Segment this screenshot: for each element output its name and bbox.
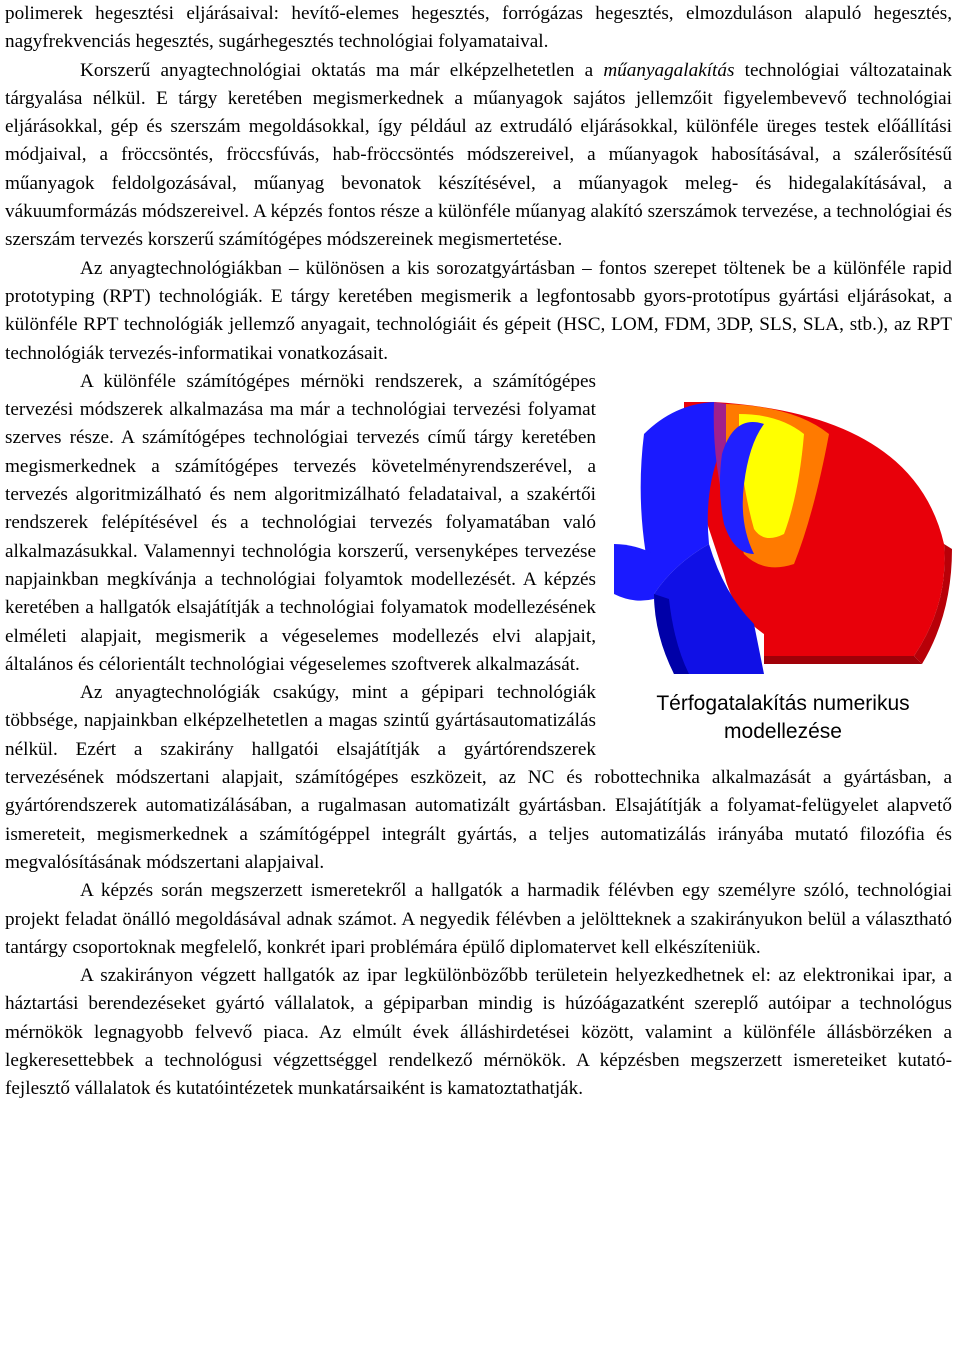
fem-blue-fin xyxy=(614,544,654,601)
document-body xyxy=(5,0,952,1104)
figure xyxy=(614,394,952,752)
paragraph: Az anyagtechnológiák csakúgy, mint a gépipari technológiák többsége, napjainkban elképzelhetetlen a magas szintű gyártásautomatizálás nélkül. Ezért a szakirány hallgatói elsajátítják a gyártórendszerek tervezésének módszertani alapjait, számítógépes eszközeit, az NC és robottechnika alkalmazását a gyártásban, a gyártórendszerek automatizálásában, a rugalmasan automatizált gyártásban. Elsajátítják a folyamat-felügyelet alapvető ismereteit, megismerkednek a számítógéppel integrált gyártás, a teljes automatizálás irányába mutató filozófia és megvalósításának módszertani alapjaival. xyxy=(5,682,952,873)
paragraph: A képzés során megszerzett ismeretekről a hallgatók a harmadik félévben egy személyre szóló, technológiai projekt feladat önálló megoldásával adnak számot. A negyedik félévben a jelöltteknek a szakirányukon belül a választható tantárgy csoportoknak megfelelő, konkrét ipari problémára épülő diplomatervet kell elkészíteniük. xyxy=(5,880,952,958)
paragraph-text: Korszerű anyagtechnológiai oktatás ma már elképzelhetetlen a xyxy=(80,59,604,81)
fem-simulation-image xyxy=(614,394,952,684)
figure-caption: Térfogatalakítás numerikus modellezése xyxy=(656,691,910,743)
paragraph xyxy=(5,57,952,255)
paragraph: A szakirányon végzett hallgatók az ipar legkülönbözőbb területein helyezkedhetnek el: az elektronikai ipar, a háztartási berendezéseket gyártó vállalatok, a gépiparban mindig is húzóágazatként szereplő autóipar a technológus mérnökök legnagyobb felvevő piaca. Az elmúlt évek álláshirdetései között, valamint a különféle állásbörzéken a legkeresettebbek a technológusi végzettséggel rendelkező mérnökök. A képzésben megszerzett ismereteiket kutató-fejlesztő vállalatok és kutatóintézetek munkatársaiként is kamatoztathatják. xyxy=(5,965,952,1100)
paragraph: polimerek hegesztési eljárásaival: hevítő-elemes hegesztés, forrógázas hegesztés, elmozduláson alapuló hegesztés, nagyfrekvenciás hegesztés, sugárhegesztés technológiai folyamataival. xyxy=(5,3,952,53)
paragraph: Az anyagtechnológiákban – különösen a kis sorozatgyártásban – fontos szerepet töltenek be a különféle rapid prototyping (RPT) technológiák. E tárgy keretében megismerik a legfontosabb gyors-prototípus gyártási eljárásokat, a különféle RPT technológiák jellemző anyagait, technológiáit és gépeit (HSC, LOM, FDM, 3DP, SLS, SLA, stb.), az RPT technológiák tervezés-informatikai vonatkozásait. xyxy=(5,257,952,364)
paragraph: A különféle számítógépes mérnöki rendszerek, a számítógépes tervezési módszerek alkalmazása ma már a technológiai tervezési folyamat szerves része. A számítógépes technológiai tervezés című tárgy keretében megismerkednek a számítógépes tervezés követelményrendszerével, a tervezés algoritmizálható és nem algoritmizálható feladataival, a szakértői rendszerek felépítésével és a technológiai tervezés folyamatában való alkalmazásukkal. Valamennyi technológia korszerű, versenyképes tervezése napjainkban megkívánja a technológiai folyamtok modellezését. A képzés keretében a hallgatók elsajátítják a technológiai folyamatok modellezésének elméleti alapjait, megismerik a végeselemes modellezés elvi alapjait, általános és célorientált technológiai végeselemes szoftverek alkalmazását. xyxy=(5,370,596,675)
fem-bottom-ring xyxy=(764,656,922,664)
paragraph-text: technológiai változatainak tárgyalása nélkül. E tárgy keretében megismerkednek a műanyagok sajátos jellemzőit figyelembevevő technológiai eljárásokkal, gép és szerszám megoldásokkal, így például az extrudáló eljárásokkal, különféle üreges testek előállítási módjaival, a fröccsöntés, fröccsfúvás, hab-fröccsöntés módszereivel, a műanyagok habosításával, a szálerősítésű műanyagok feldolgozásával, műanyag bevonatok készítésével, a műanyagok meleg- és hidegalakításával, a vákuumformázás módszereivel. A képzés fontos része a különféle műanyag alakító szerszámok tervezése, a technológiai és szerszám tervezés korszerű számítógépes módszereinek megismertetése. xyxy=(5,59,953,251)
emphasized-term: műanyagalakítás xyxy=(603,59,735,81)
